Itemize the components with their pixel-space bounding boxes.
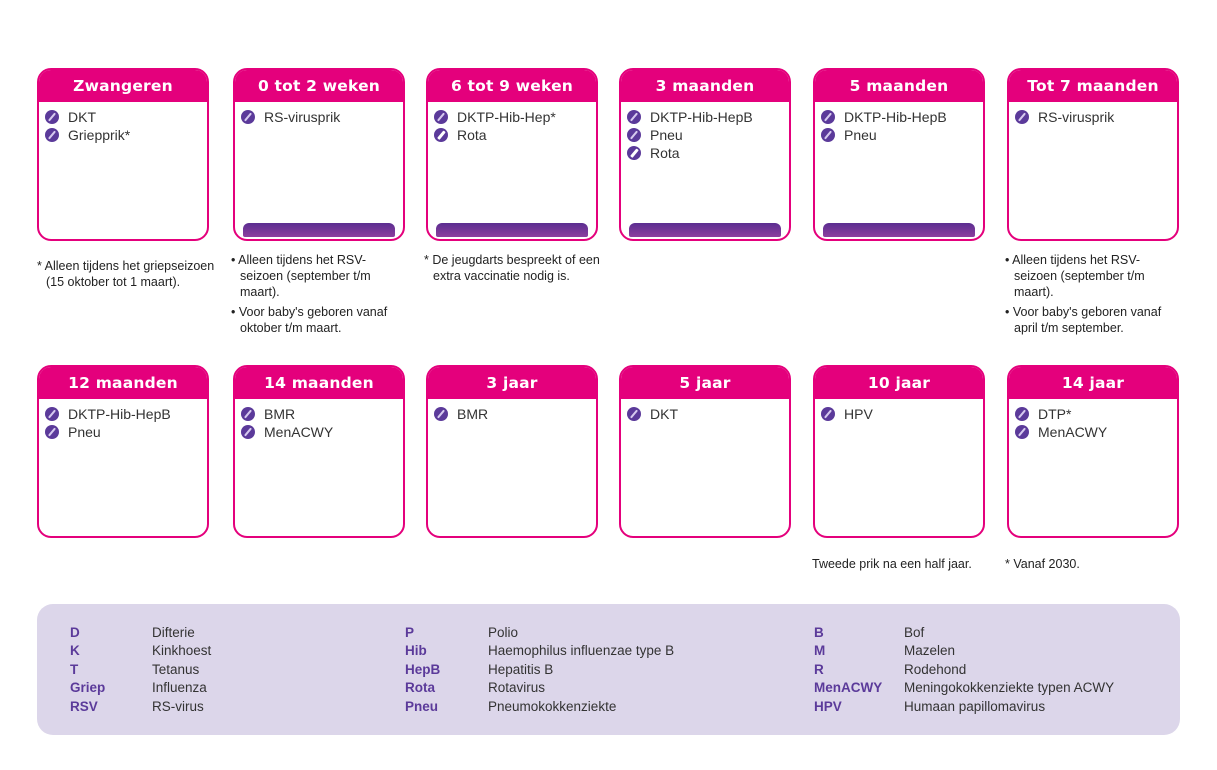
syringe-icon — [1015, 407, 1029, 421]
changing-mat — [629, 223, 781, 237]
legend-column — [70, 623, 211, 716]
age-card-title: 14 jaar — [1009, 367, 1177, 399]
legend-full: Pneumokokkenziekte — [488, 698, 617, 714]
vaccine-list — [45, 405, 171, 441]
age-card-title: 10 jaar — [815, 367, 983, 399]
abbreviation-legend — [37, 604, 1180, 735]
vaccine-item — [821, 405, 873, 423]
vaccine-name: Griepprik* — [68, 127, 131, 143]
syringe-icon — [45, 407, 59, 421]
vaccine-name: RS-virusprik — [264, 109, 341, 125]
age-card — [37, 365, 209, 538]
age-card-title: Zwangeren — [39, 70, 207, 102]
legend-abbr: P — [405, 624, 415, 640]
note-text: * Vanaf 2030. — [1005, 557, 1080, 571]
vaccine-item — [1015, 423, 1107, 441]
legend-full: Rodehond — [904, 661, 967, 677]
oral-dropper-icon — [627, 146, 641, 160]
vaccine-item — [434, 108, 556, 126]
legend-abbr: Griep — [70, 680, 106, 696]
vaccine-name: DKTP-Hib-Hep* — [457, 109, 556, 125]
vaccine-name: MenACWY — [264, 424, 334, 440]
changing-mat — [243, 223, 395, 237]
vaccine-item — [821, 108, 947, 126]
syringe-icon — [627, 110, 641, 124]
legend-row — [70, 679, 211, 698]
vaccine-name: DKTP-Hib-HepB — [650, 109, 753, 125]
legend-full: Mazelen — [904, 643, 956, 659]
syringe-icon — [434, 110, 448, 124]
age-card — [619, 365, 791, 538]
vaccine-item — [45, 423, 171, 441]
vaccine-list — [627, 108, 753, 162]
legend-full: RS-virus — [152, 698, 204, 714]
vaccine-name: Rota — [650, 145, 680, 161]
legend-abbr: R — [814, 661, 824, 677]
vaccine-name: Pneu — [844, 127, 877, 143]
legend-row — [70, 642, 211, 661]
syringe-icon — [45, 110, 59, 124]
legend-row — [405, 642, 674, 661]
vaccine-item — [241, 405, 333, 423]
legend-row — [814, 679, 1114, 698]
vaccine-list — [1015, 405, 1107, 441]
note-tot7 — [1005, 252, 1183, 340]
note-text: * Alleen tijdens het griepseizoen (15 oktober tot 1 maart). — [37, 259, 215, 289]
legend-full: Haemophilus influenzae type B — [488, 643, 675, 659]
legend-row — [70, 660, 211, 679]
legend-column — [814, 623, 1114, 716]
syringe-icon — [821, 110, 835, 124]
vaccine-name: Rota — [457, 127, 487, 143]
legend-abbr: T — [70, 661, 79, 677]
legend-row — [814, 660, 1114, 679]
legend-abbr: K — [70, 643, 80, 659]
note-text: Tweede prik na een half jaar. — [812, 557, 972, 571]
legend-abbr: Hib — [405, 643, 427, 659]
legend-abbr: Rota — [405, 680, 435, 696]
vaccine-name: Pneu — [68, 424, 101, 440]
changing-mat — [436, 223, 588, 237]
vaccine-list — [241, 405, 333, 441]
vaccine-list — [45, 108, 130, 144]
legend-abbr: MenACWY — [814, 680, 883, 696]
syringe-icon — [434, 407, 448, 421]
vaccine-list — [434, 108, 556, 144]
vaccine-item — [434, 405, 488, 423]
vaccine-name: MenACWY — [1038, 424, 1108, 440]
note-week0_2 — [231, 252, 409, 340]
note-jaar10 — [812, 556, 1002, 576]
vaccine-item — [1015, 108, 1114, 126]
age-card-title: 14 maanden — [235, 367, 403, 399]
syringe-icon — [1015, 425, 1029, 439]
age-card — [426, 365, 598, 538]
legend-abbr: RSV — [70, 698, 98, 714]
syringe-icon — [1015, 110, 1029, 124]
vaccine-item — [241, 423, 333, 441]
legend-row — [405, 623, 674, 642]
vaccine-list — [821, 405, 873, 423]
vaccine-item — [1015, 405, 1107, 423]
vaccine-name: DKTP-Hib-HepB — [844, 109, 947, 125]
age-card — [233, 365, 405, 538]
age-card-title: 12 maanden — [39, 367, 207, 399]
vaccine-name: RS-virusprik — [1038, 109, 1115, 125]
vaccine-item — [627, 144, 753, 162]
legend-row — [814, 697, 1114, 716]
vaccine-item — [45, 405, 171, 423]
vaccine-item — [241, 108, 340, 126]
vaccine-list — [1015, 108, 1114, 126]
age-card-title: 3 jaar — [428, 367, 596, 399]
vaccine-list — [821, 108, 947, 144]
age-card-title: 0 tot 2 weken — [235, 70, 403, 102]
legend-row — [405, 697, 674, 716]
legend-full: Meningokokkenziekte typen ACWY — [904, 680, 1115, 696]
legend-abbr: B — [814, 624, 824, 640]
vaccine-name: DKTP-Hib-HepB — [68, 406, 171, 422]
legend-column — [405, 623, 674, 716]
vaccine-item — [627, 126, 753, 144]
note-week6_9 — [424, 252, 602, 288]
legend-full: Humaan papillomavirus — [904, 698, 1046, 714]
legend-full: Hepatitis B — [488, 661, 554, 677]
vaccine-item — [45, 108, 130, 126]
changing-mat — [823, 223, 975, 237]
legend-abbr: D — [70, 624, 80, 640]
age-card — [37, 68, 209, 241]
age-card — [1007, 365, 1179, 538]
note-text: • Alleen tijdens het RSV-seizoen (september t/m maart). — [1005, 253, 1145, 299]
legend-abbr: Pneu — [405, 698, 439, 714]
vaccine-name: HPV — [844, 406, 873, 422]
note-zwangeren — [37, 258, 215, 294]
legend-abbr: HPV — [814, 698, 842, 714]
legend-abbr: M — [814, 643, 826, 659]
vaccine-item — [434, 126, 556, 144]
age-card-title: 5 jaar — [621, 367, 789, 399]
vaccine-name: DKT — [650, 406, 678, 422]
syringe-icon — [821, 128, 835, 142]
vaccine-item — [821, 126, 947, 144]
age-card — [426, 68, 598, 241]
vaccine-item — [45, 126, 130, 144]
age-card — [1007, 68, 1179, 241]
note-text: • Alleen tijdens het RSV-seizoen (september t/m maart). — [231, 253, 371, 299]
syringe-icon — [241, 407, 255, 421]
syringe-icon — [627, 407, 641, 421]
legend-row — [70, 697, 211, 716]
legend-full: Polio — [488, 624, 519, 640]
note-text: • Voor baby's geboren vanaf oktober t/m maart. — [231, 305, 388, 335]
vaccine-list — [434, 405, 488, 423]
legend-full: Kinkhoest — [152, 643, 212, 659]
age-card — [619, 68, 791, 241]
note-text: • Voor baby's geboren vanaf april t/m september. — [1005, 305, 1162, 335]
legend-row — [814, 642, 1114, 661]
age-card — [233, 68, 405, 241]
vaccine-name: BMR — [457, 406, 489, 422]
legend-abbr: HepB — [405, 661, 441, 677]
legend-full: Bof — [904, 624, 925, 640]
legend-row — [70, 623, 211, 642]
vaccine-name: DTP* — [1038, 406, 1072, 422]
vaccine-name: DKT — [68, 109, 96, 125]
legend-row — [405, 679, 674, 698]
syringe-icon — [627, 128, 641, 142]
syringe-icon — [241, 110, 255, 124]
syringe-icon — [241, 425, 255, 439]
vaccine-name: Pneu — [650, 127, 683, 143]
legend-full: Influenza — [152, 680, 207, 696]
vaccine-list — [241, 108, 340, 126]
vaccine-item — [627, 405, 678, 423]
legend-full: Rotavirus — [488, 680, 546, 696]
syringe-icon — [45, 128, 59, 142]
age-card-title: 3 maanden — [621, 70, 789, 102]
note-text: * De jeugdarts bespreekt of een extra vaccinatie nodig is. — [424, 253, 600, 283]
oral-dropper-icon — [434, 128, 448, 142]
vaccine-list — [627, 405, 678, 423]
vaccine-name: BMR — [264, 406, 296, 422]
legend-full: Difterie — [152, 624, 195, 640]
legend-row — [405, 660, 674, 679]
note-jaar14 — [1005, 556, 1183, 576]
age-card — [813, 365, 985, 538]
legend-full: Tetanus — [152, 661, 200, 677]
legend-row — [814, 623, 1114, 642]
age-card-title: 6 tot 9 weken — [428, 70, 596, 102]
syringe-icon — [45, 425, 59, 439]
age-card-title: Tot 7 maanden — [1009, 70, 1177, 102]
age-card-title: 5 maanden — [815, 70, 983, 102]
syringe-icon — [821, 407, 835, 421]
age-card — [813, 68, 985, 241]
vaccine-item — [627, 108, 753, 126]
